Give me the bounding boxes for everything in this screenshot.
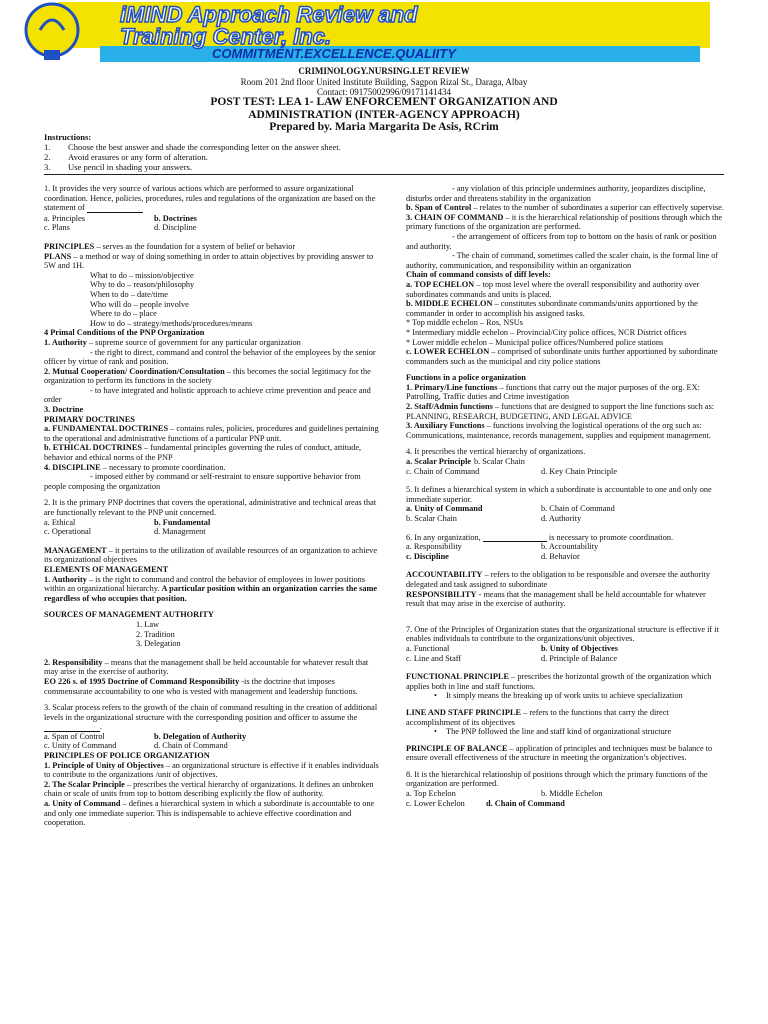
banner-title-line1: iMIND Approach Review and xyxy=(120,2,418,27)
definition-lower-echelon: c. LOWER ECHELON – comprised of subordinate units further apportioned by subordinate commanders such as the municipal and city police stations xyxy=(406,347,718,366)
definition-principles: PRINCIPLES – serves as the foundation for a system of belief or behavior xyxy=(44,241,296,251)
org-contact: Contact: 09175002996/09171141434 xyxy=(317,87,451,97)
answer-options: a. Functional b. Unity of Objectives xyxy=(406,643,618,653)
section-heading: Functions in a police organization xyxy=(406,373,526,383)
definition-accountability: ACCOUNTABILITY – refers to the obligation to be responsible and oversee the authority delegated and task assigned to subordinate xyxy=(406,570,711,589)
question-3: 3. Scalar process refers to the growth of the chain of command resulting in the creation of additional levels in the organizational structure with the corresponding position and officer to assume the. xyxy=(44,703,378,732)
question-5: 5. It defines a hierarchical system in which a subordinate is accountable to one and only one immediate superior. xyxy=(406,485,712,504)
left-column xyxy=(44,184,384,828)
lightbulb-logo-icon xyxy=(26,4,78,56)
definition-discipline: 4. DISCIPLINE – necessary to promote coordination. xyxy=(44,462,226,472)
definition-span-of-control: b. Span of Control – relates to the number of subordinates a superior can effectively supervise. xyxy=(406,203,724,213)
definition-line-functions: 1. Primary/Line functions – functions that carry out the major purposes of the org. EX: Patrolling, Traffic duties and Crime investigation xyxy=(406,382,700,402)
title-line-1: POST TEST: LEA 1- LAW ENFORCEMENT ORGANIZATION AND xyxy=(210,96,558,108)
section-heading: SOURCES OF MANAGEMENT AUTHORITY xyxy=(44,610,214,620)
question-4: 4. It prescribes the vertical hierarchy of organizations. xyxy=(406,447,586,457)
section-heading: 3. Doctrine xyxy=(44,405,84,415)
section-heading: 4 Primal Conditions of the PNP Organization xyxy=(44,328,205,338)
definition-fundamental: a. FUNDAMENTAL DOCTRINES – contains rules, policies, procedures and guidelines pertaining to the operational and administrative functions of a particular PNP unit. xyxy=(44,424,379,443)
banner-title-line2: Training Center, Inc. xyxy=(120,24,332,49)
definition-chain-of-command: 3. CHAIN OF COMMAND – it is the hierarchical relationship of positions through which the primary functions of the organization are performed. xyxy=(406,212,723,232)
definition-plans: PLANS – a method or way of doing something in order to attain objectives by providing answer to 5W and 1H. xyxy=(44,251,374,271)
section-heading: ELEMENTS OF MANAGEMENT xyxy=(44,564,169,574)
definition-text: - the right to direct, command and control the behavior of the employees by the senior officer by virtue of rank and position. xyxy=(44,347,376,367)
answer-options: c. Line and Staff d. Principle of Balance xyxy=(406,653,618,663)
divider xyxy=(44,174,724,175)
definition-middle-echelon: b. MIDDLE ECHELON – constitutes subordinate commands/units apportioned by the commander in order to accomplish his assigned tasks. xyxy=(406,299,698,318)
instruction-item: 3. Use pencil in shading your answers. xyxy=(44,162,193,172)
answer-options: a. Span of Control b. Delegation of Authority xyxy=(44,731,247,741)
definition-top-echelon: a. TOP ECHELON – top most level where the overall responsibility and authority over subordinates commands and units is placed. xyxy=(406,279,700,299)
question-1: 1. It provides the very source of various actions which are performed to assure organizational coordination. Hence, policies, procedures, rules and regulations of the organization are based on the statement of xyxy=(44,184,376,213)
answer-options: a. Ethical b. Fundamental xyxy=(44,517,211,527)
definition-text: - The chain of command, sometimes called the scaler chain, is the formal line of authority, communication, and responsibility within an organization xyxy=(406,251,719,270)
answer-options: c. Plans d. Discipline xyxy=(44,223,197,233)
definition-responsibility: 2. Responsibility – means that the management shall be held accountable for whatever result that may arise in the exercise of authority. xyxy=(44,657,369,677)
definition-line-staff: LINE AND STAFF PRINCIPLE – refers to the functions that carry the direct accomplishment of its objectives xyxy=(406,707,669,727)
banner-tagline: COMMITMENT.EXCELLENCE.QUALIITY xyxy=(212,46,456,61)
section-heading: PRIMARY DOCTRINES xyxy=(44,414,135,424)
middle-echelon-list: * Top middle echelon – Ros, NSUs * Intermediary middle echelon – Provincial/City police offices, NCR District offices * Lower middle echelon – Municipal police offices/Numbered police stations xyxy=(406,318,687,347)
definition-unity-objectives: 1. Principle of Unity of Objectives – an organizational structure is effective if it enables individuals to contribute to the organizations /unit of objectives. xyxy=(44,760,379,780)
definition-responsibility: RESPONSIBILITY - means that the management shall be held accountable for whatever result that may arise in the exercise of authority. xyxy=(406,589,706,609)
section-heading: PRINCIPLES OF POLICE ORGANIZATION xyxy=(44,751,210,761)
definition-balance: PRINCIPLE OF BALANCE – application of principles and techniques must be balance to ensure overall effectiveness of the structure in meeting the organization’s objectives. xyxy=(406,743,713,763)
answer-options: c. Unity of Command d. Chain of Command xyxy=(44,741,228,751)
header-banner xyxy=(0,0,768,66)
answer-options: c. Operational d. Management xyxy=(44,527,206,537)
definition-text: - the arrangement of officers from top to bottom on the basis of rank or position and authority. xyxy=(406,231,717,251)
question-2: 2. It is the primary PNP doctrines that covers the operational, administrative and technical areas that are functionally relevant to the PNP unit concerned. xyxy=(44,498,377,517)
page-title xyxy=(0,96,768,134)
definition-eo226: EO 226 s. of 1995 Doctrine of Command Responsibility -is the doctrine that imposes commensurate accountability to one who is vested with management and leadership functions. xyxy=(44,676,358,696)
bullet-item: • It simply means the breaking up of work units to achieve specialization xyxy=(406,691,724,701)
question-7: 7. One of the Principles of Organization states that the organizational structure is effective if it enables individuals to contribute to the organizations/unit objectives. xyxy=(406,624,719,644)
definition-text: - imposed either by command or self-restraint to ensure supportive behavior from people composing the organization xyxy=(44,472,361,491)
org-address: Room 201 2nd floor United Institute Building, Sagpon Rizal St., Daraga, Albay xyxy=(240,76,528,87)
sources-list: 1. Law 2. Tradition 3. Delegation xyxy=(136,619,181,649)
section-heading: Chain of command consists of diff levels: xyxy=(406,270,551,280)
answer-options: c. Lower Echelon d. Chain of Command xyxy=(406,798,565,808)
instruction-item: 2. Avoid erasures or any form of alteration. xyxy=(44,152,208,162)
answer-options: a. Responsibility b. Accountability xyxy=(406,542,599,552)
answer-options: a. Principles b. Doctrines xyxy=(44,213,197,223)
instructions xyxy=(44,132,744,172)
question-8: 8. It is the hierarchical relationship of positions through which the primary functions of the organization are performed. xyxy=(406,769,708,789)
definition-management: MANAGEMENT – it pertains to the utilization of available resources of an organization to achieve its organizational objectives xyxy=(44,545,378,565)
definition-text: - to have integrated and holistic approach to achieve crime prevention and peace and order xyxy=(44,385,371,405)
definition-authority-mgmt: 1. Authority – is the right to command and control the behavior of employees in lower positions within an organizational hierarchy. A particular position within an organization carries the same regardless of who occupies that position. xyxy=(44,574,378,603)
answer-options: c. Discipline d. Behavior xyxy=(406,551,580,561)
answer-options: b. Scalar Chain d. Authority xyxy=(406,514,582,523)
title-line-3: Prepared by. Maria Margarita De Asis, RCrim xyxy=(269,121,499,133)
definition-scalar: 2. The Scalar Principle – prescribes the vertical hierarchy of organizations. It defines an unbroken chain or scale of units from top to bottom describing explicitly the flow of authority. xyxy=(44,779,374,799)
wh-list: What to do – mission/objective Why to do – reason/philosophy When to do – date/time Who will do – people involve Where to do – place How to do – strategy/methods/procedures/means xyxy=(90,270,253,328)
org-name: CRIMINOLOGY.NURSING.LET REVIEW xyxy=(298,66,470,76)
definition-staff-functions: 2. Staff/Admin functions – functions that are designed to support the line functions such as: PLANNING, RESEARCH, BUDGETING, AND LEGAL ADVICE xyxy=(406,402,715,421)
instructions-heading: Instructions: xyxy=(44,132,92,142)
answer-options: a. Top Echelon b. Middle Echelon xyxy=(406,789,603,799)
definition-functional: FUNCTIONAL PRINCIPLE – prescribes the horizontal growth of the organization which applies both in line and staff functions. xyxy=(406,672,712,691)
answer-options: a. Unity of Command b. Chain of Command xyxy=(406,504,615,514)
definition-ethical: b. ETHICAL DOCTRINES – fundamental principles governing the rules of conduct, attitude, behavior and ethical norms of the PNP xyxy=(44,443,362,463)
definition-authority: 1. Authority – supreme source of government for any particular organization xyxy=(44,337,301,347)
question-6: 6. In any organization, is necessary to promote coordination. xyxy=(406,532,674,542)
org-header xyxy=(0,66,768,98)
definition-text: - any violation of this principle undermines authority, jeopardizes discipline, disturbs order and threatens stability in the organization xyxy=(406,184,706,203)
right-column xyxy=(406,184,724,808)
definition-unity-command: a. Unity of Command – defines a hierarchical system in which a subordinate is accountable to one and only one immediate superior. This is indispensable to achieve effective coordination and cooperation. xyxy=(44,799,375,828)
answer-options: a. Scalar Principle b. Scalar Chain xyxy=(406,457,525,467)
definition-mutual: 2. Mutual Cooperation/ Coordination/Consultation – this becomes the social legitimacy for the organization to perform its functions in the society xyxy=(44,366,371,386)
instruction-item: 1. Choose the best answer and shade the corresponding letter on the answer sheet. xyxy=(44,142,341,152)
title-line-2: ADMINISTRATION (INTER-AGENCY APPROACH) xyxy=(248,108,520,121)
definition-auxiliary-functions: 3. Auxiliary Functions – functions involving the logistical operations of the org such as: Communications, maintenance, records management, supplies and equipment management. xyxy=(406,421,711,440)
answer-options: c. Chain of Command d. Key Chain Principle xyxy=(406,466,618,476)
bullet-item: • The PNP followed the line and staff kind of organizational structure xyxy=(406,727,724,737)
